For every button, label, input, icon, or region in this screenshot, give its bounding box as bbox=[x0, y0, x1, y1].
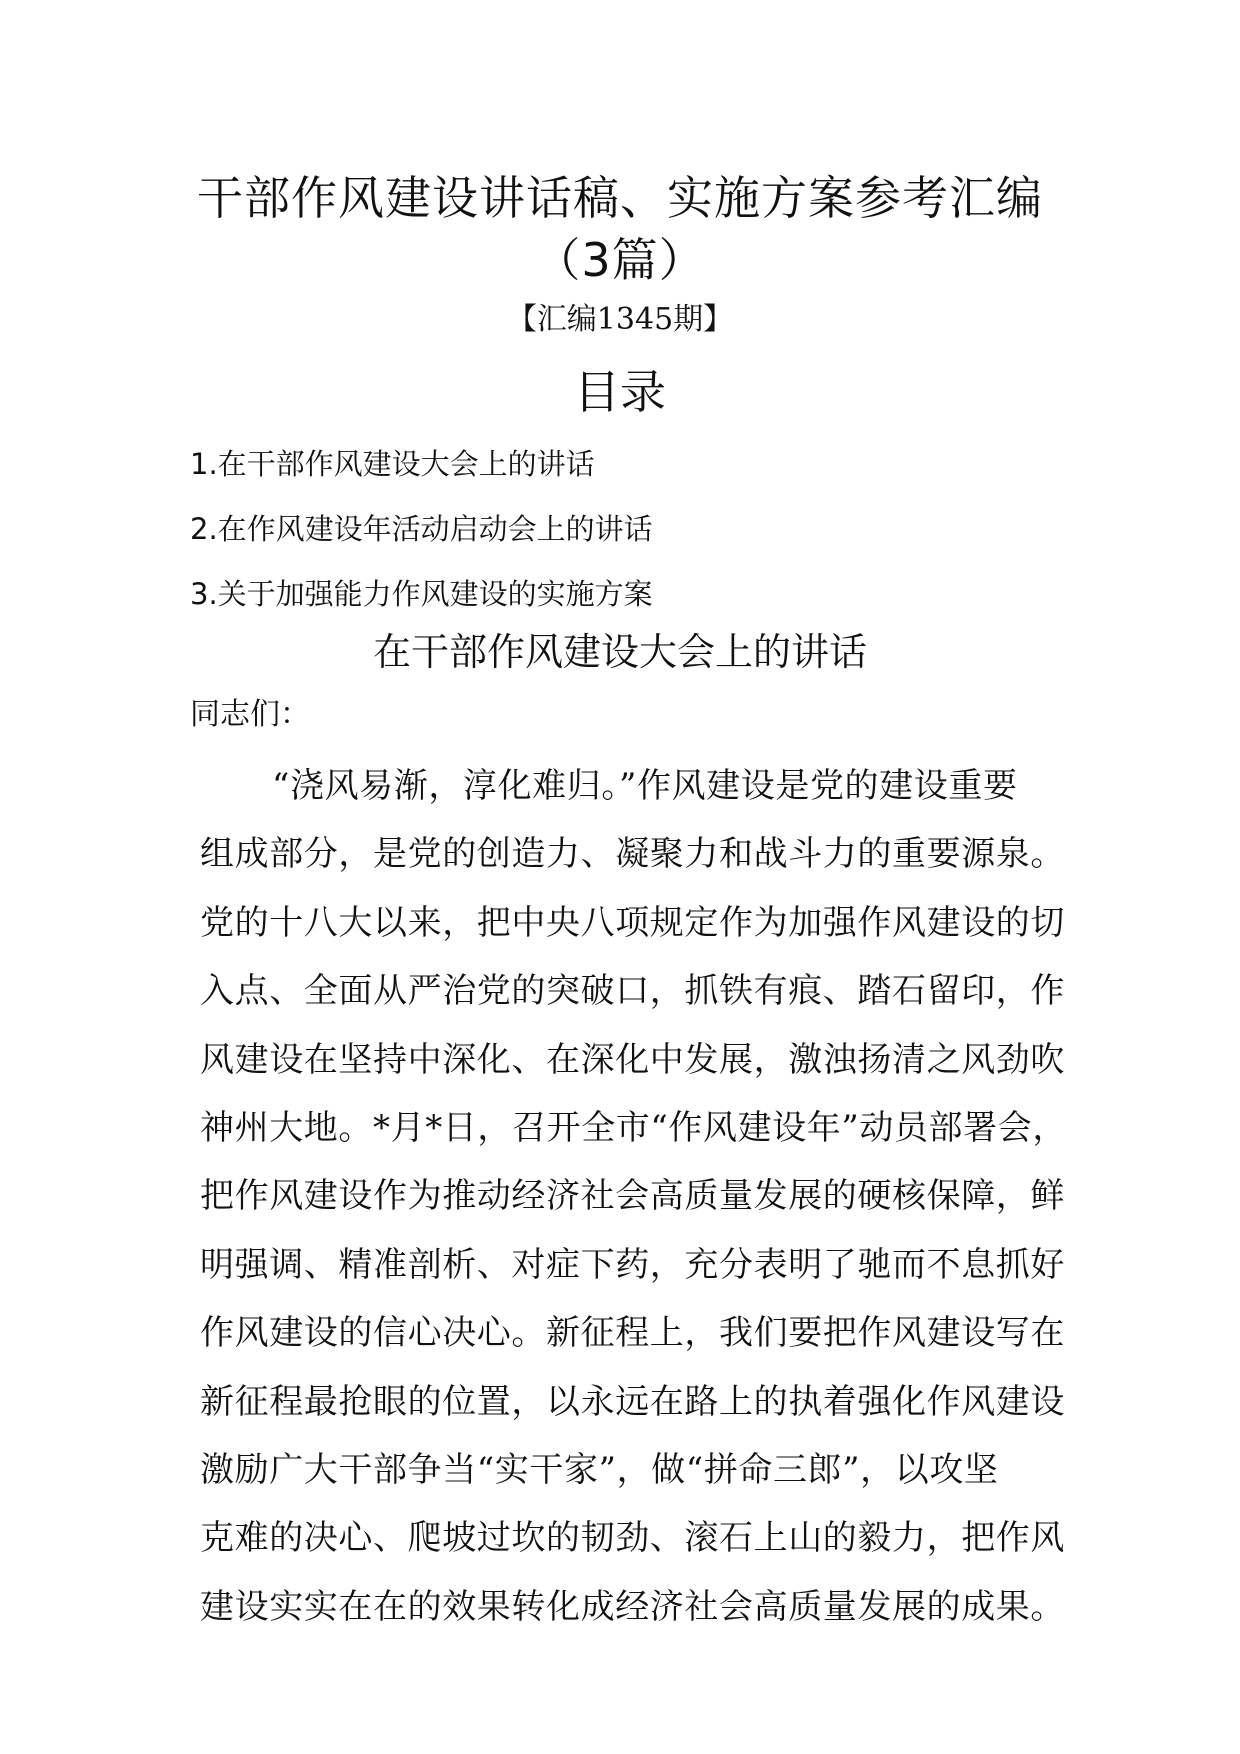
body-line: “浇风易渐，淳化难归。”作风建设是党的建设重要 bbox=[272, 766, 1018, 806]
body-line: 风建设在坚持中深化、在深化中发展，激浊扬清之风劲吹 bbox=[200, 1039, 1065, 1080]
body-line: 组成部分，是党的创造力、凝聚力和战斗力的重要源泉。 bbox=[200, 834, 1065, 875]
body-line: 神州大地。*月*日，召开全市“作风建设年”动员部署会， bbox=[200, 1107, 1067, 1148]
body-line: 建设实实在在的效果转化成经济社会高质量发展的成果。 bbox=[200, 1586, 1065, 1627]
body-line: 把作风建设作为推动经济社会高质量发展的硬核保障，鲜 bbox=[200, 1176, 1065, 1217]
table-of-contents bbox=[190, 432, 1090, 627]
body-line: 克难的决心、爬坡过坎的韧劲、滚石上山的毅力，把作风 bbox=[200, 1518, 1065, 1559]
body-line: 党的十八大以来，把中央八项规定作为加强作风建设的切 bbox=[200, 902, 1065, 943]
body-line: 明强调、精准剖析、对症下药，充分表明了驰而不息抓好 bbox=[200, 1244, 1065, 1285]
section-title: 在干部作风建设大会上的讲话 bbox=[372, 630, 867, 674]
issue-number: 【汇编1345期】 bbox=[506, 302, 734, 337]
body-paragraph bbox=[200, 752, 1080, 1641]
salutation: 同志们： bbox=[190, 697, 310, 732]
toc-item-2[interactable]: 2.在作风建设年活动启动会上的讲话 bbox=[190, 512, 653, 546]
toc-item-1[interactable]: 1.在干部作风建设大会上的讲话 bbox=[190, 447, 595, 481]
toc-heading: 目录 bbox=[574, 365, 666, 419]
toc-item-3[interactable]: 3.关于加强能力作风建设的实施方案 bbox=[190, 577, 653, 611]
document-title-line-2: （3篇） bbox=[534, 233, 706, 287]
body-line: 激励广大干部争当“实干家”，做“拼命三郎”，以攻坚 bbox=[200, 1449, 999, 1490]
body-line: 新征程最抢眼的位置，以永远在路上的执着强化作风建设 bbox=[200, 1381, 1065, 1422]
document-title-line-1: 干部作风建设讲话稿、实施方案参考汇编 bbox=[197, 171, 1043, 225]
body-line: 入点、全面从严治党的突破口，抓铁有痕、踏石留印，作 bbox=[200, 971, 1065, 1012]
body-line: 作风建设的信心决心。新征程上，我们要把作风建设写在 bbox=[200, 1313, 1065, 1354]
